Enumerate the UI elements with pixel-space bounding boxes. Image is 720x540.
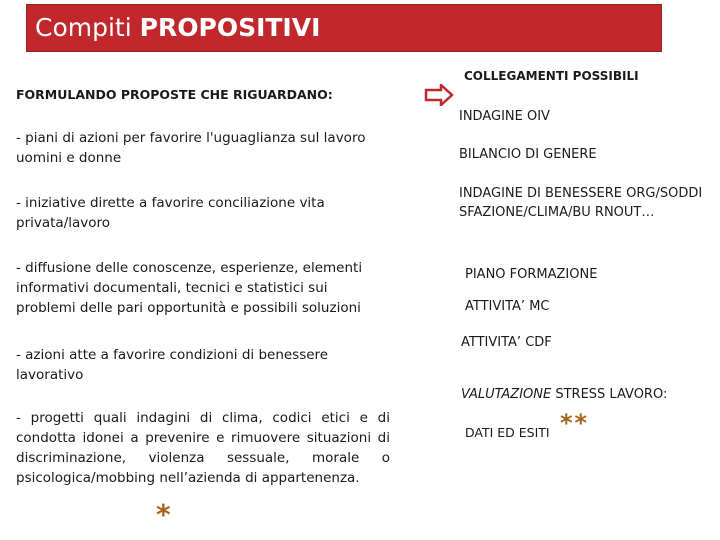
proposal-item-equality: - piani di azioni per favorire l'uguaglianza sul lavoro uomini e donne [16, 130, 366, 166]
valutazione-italic: VALUTAZIONE [461, 387, 552, 402]
link-item-valutazione [461, 385, 667, 404]
double-asterisk-mark: ** [560, 409, 590, 437]
proposal-item-knowledge: - diffusione delle conoscenze, esperienze, elementi informativi documentali, tecnici e statistici sui problemi delle pari opportunità e possibili soluzioni [16, 260, 363, 316]
title-regular: Compiti [35, 13, 132, 42]
left-heading: FORMULANDO PROPOSTE CHE RIGUARDANO: [16, 87, 333, 102]
link-item-dati: DATI ED ESITI [465, 425, 550, 440]
proposal-item-conciliation: - iniziative dirette a favorire conciliazione vita privata/lavoro [16, 195, 325, 231]
footnote-asterisk: * [156, 498, 171, 531]
page-title [35, 13, 320, 42]
proposal-item-wellbeing: - azioni atte a favorire condizioni di benessere lavorativo [16, 347, 329, 383]
title-bar [26, 4, 662, 52]
link-item-mc: ATTIVITA’ MC [465, 299, 550, 314]
link-item-bilancio: BILANCIO DI GENERE [459, 147, 597, 162]
right-arrow-icon [424, 84, 454, 106]
valutazione-rest: STRESS LAVORO: [555, 387, 668, 402]
link-item-cdf: ATTIVITA’ CDF [461, 335, 552, 350]
right-heading: COLLEGAMENTI POSSIBILI [464, 69, 639, 83]
link-item-formazione: PIANO FORMAZIONE [465, 267, 598, 282]
link-item-oiv: INDAGINE OIV [459, 109, 550, 124]
title-bold: PROPOSITIVI [139, 13, 321, 42]
proposal-item-projects: - progetti quali indagini di clima, codici etici e di condotta idonei a prevenire e rimuovere situazioni di discriminazione, violenza sessuale, morale o psicologica/mobbing nell’azienda di appartenenza. [16, 410, 390, 486]
link-item-benessere: INDAGINE DI BENESSERE ORG/SODDISFAZIONE/CLIMA/BU RNOUT… [459, 186, 703, 220]
